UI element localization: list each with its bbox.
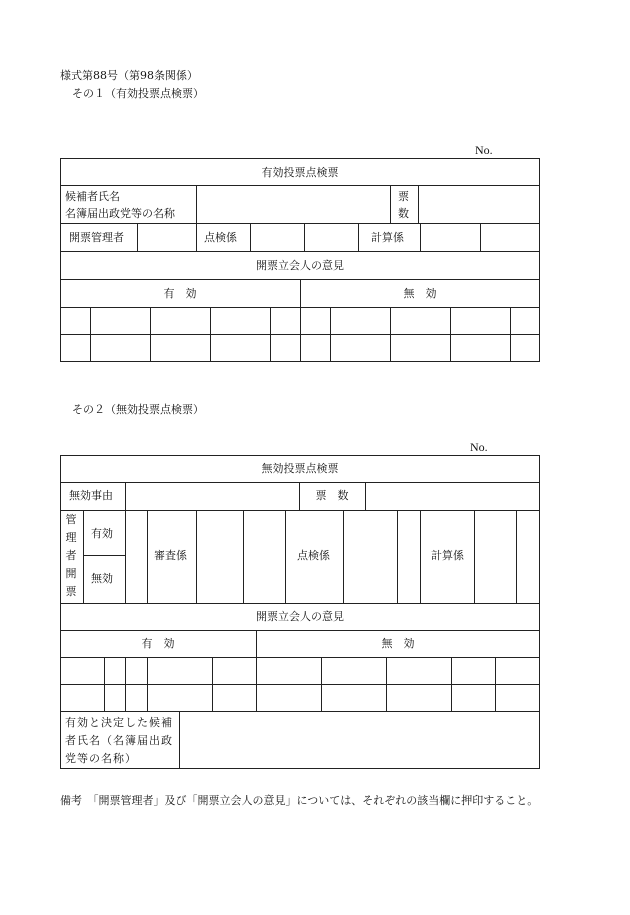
form2-rule bbox=[147, 657, 148, 711]
form1-rule bbox=[330, 307, 331, 362]
form2-rule bbox=[451, 657, 452, 711]
manager-invalid-label: 無効 bbox=[91, 572, 113, 585]
form1-title: 有効投票点検票 bbox=[261, 166, 339, 179]
form2-rule bbox=[516, 510, 517, 603]
form2-rule bbox=[495, 657, 496, 711]
form1-rule bbox=[137, 223, 138, 251]
form2-rule bbox=[147, 510, 148, 603]
form2-title: 無効投票点検票 bbox=[261, 462, 339, 475]
form2-rule bbox=[321, 657, 322, 711]
form2-rule bbox=[60, 711, 540, 712]
form2-rule bbox=[196, 510, 197, 603]
form1-rule bbox=[60, 251, 540, 252]
form2-witness-opinion-label: 開票立会人の意見 bbox=[256, 610, 344, 623]
form2-rule bbox=[420, 510, 421, 603]
invalid-header: 無 効 bbox=[403, 287, 437, 300]
manager-valid-label: 有効 bbox=[91, 527, 113, 540]
invalid-reason-label: 無効事由 bbox=[69, 489, 113, 502]
form1-rule bbox=[250, 223, 251, 251]
form2-rule bbox=[104, 657, 105, 711]
part1-label: その１（有効投票点検票） bbox=[72, 87, 204, 100]
form2-votes-label: 票 数 bbox=[315, 489, 349, 502]
candidate-name-label: 候補者氏名 bbox=[65, 190, 120, 203]
form2-inspector-label: 点検係 bbox=[297, 549, 330, 562]
form1-rule bbox=[196, 185, 197, 223]
form1-rule bbox=[196, 223, 197, 251]
form2-rule bbox=[60, 657, 540, 658]
form2-rule bbox=[285, 510, 286, 603]
form1-rule bbox=[510, 307, 511, 362]
form2-valid-header: 有 効 bbox=[141, 637, 175, 650]
remarks-note: 備考 「開票管理者」及び「開票立会人の意見」については、それぞれの該当欄に押印すること。 bbox=[60, 794, 539, 807]
examiner-label: 審査係 bbox=[154, 549, 187, 562]
form2-rule bbox=[60, 630, 540, 631]
votes-label-top: 票 bbox=[398, 190, 409, 203]
form1-rule bbox=[90, 307, 91, 362]
form1-rule bbox=[390, 185, 391, 223]
form1-rule bbox=[60, 185, 540, 186]
witness-opinion-label: 開票立会人の意見 bbox=[256, 259, 344, 272]
form2-rule bbox=[343, 510, 344, 603]
form1-rule bbox=[304, 223, 305, 251]
form2-calculator-label: 計算係 bbox=[431, 549, 464, 562]
form1-rule bbox=[418, 185, 419, 223]
form1-rule bbox=[390, 307, 391, 362]
inspector-label: 点検係 bbox=[204, 231, 237, 244]
form2-rule bbox=[212, 657, 213, 711]
form2-rule bbox=[125, 510, 126, 603]
form1-no-label: No. bbox=[475, 143, 493, 157]
form2-rule bbox=[243, 510, 244, 603]
form2-rule bbox=[365, 482, 366, 510]
party-name-label: 名簿届出政党等の名称 bbox=[65, 207, 175, 220]
valid-header: 有 効 bbox=[163, 287, 197, 300]
ballot-manager-label: 開票管理者 bbox=[69, 231, 124, 244]
form2-rule bbox=[179, 711, 180, 769]
form2-rule bbox=[60, 603, 540, 604]
form2-rule bbox=[125, 657, 126, 711]
form2-rule bbox=[83, 510, 84, 603]
form-number: 様式第88号（第98条関係） bbox=[60, 69, 198, 82]
form1-rule bbox=[358, 223, 359, 251]
form2-rule bbox=[474, 510, 475, 603]
ballot-manager-vertical-label: 管理者開票 bbox=[65, 513, 77, 598]
form2-no-label: No. bbox=[470, 440, 488, 454]
part2-label: その２（無効投票点検票） bbox=[72, 403, 204, 416]
form2-rule bbox=[60, 510, 540, 511]
form1-rule bbox=[480, 223, 481, 251]
form1-rule bbox=[420, 223, 421, 251]
calculator-label: 計算係 bbox=[371, 231, 404, 244]
votes-label-bottom: 数 bbox=[398, 207, 409, 220]
decided-candidate-label: 有効と決定した候補者氏名（名簿届出政党等の名称） bbox=[65, 716, 173, 765]
form1-rule bbox=[270, 307, 271, 362]
form2-rule bbox=[60, 684, 540, 685]
form2-invalid-header: 無 効 bbox=[381, 637, 415, 650]
form1-rule bbox=[450, 307, 451, 362]
form2-rule bbox=[125, 482, 126, 510]
form1-rule bbox=[150, 307, 151, 362]
form2-rule bbox=[83, 555, 125, 556]
form1-rule bbox=[60, 223, 540, 224]
form2-rule bbox=[60, 482, 540, 483]
form2-rule bbox=[397, 510, 398, 603]
form2-rule bbox=[386, 657, 387, 711]
form1-rule bbox=[210, 307, 211, 362]
